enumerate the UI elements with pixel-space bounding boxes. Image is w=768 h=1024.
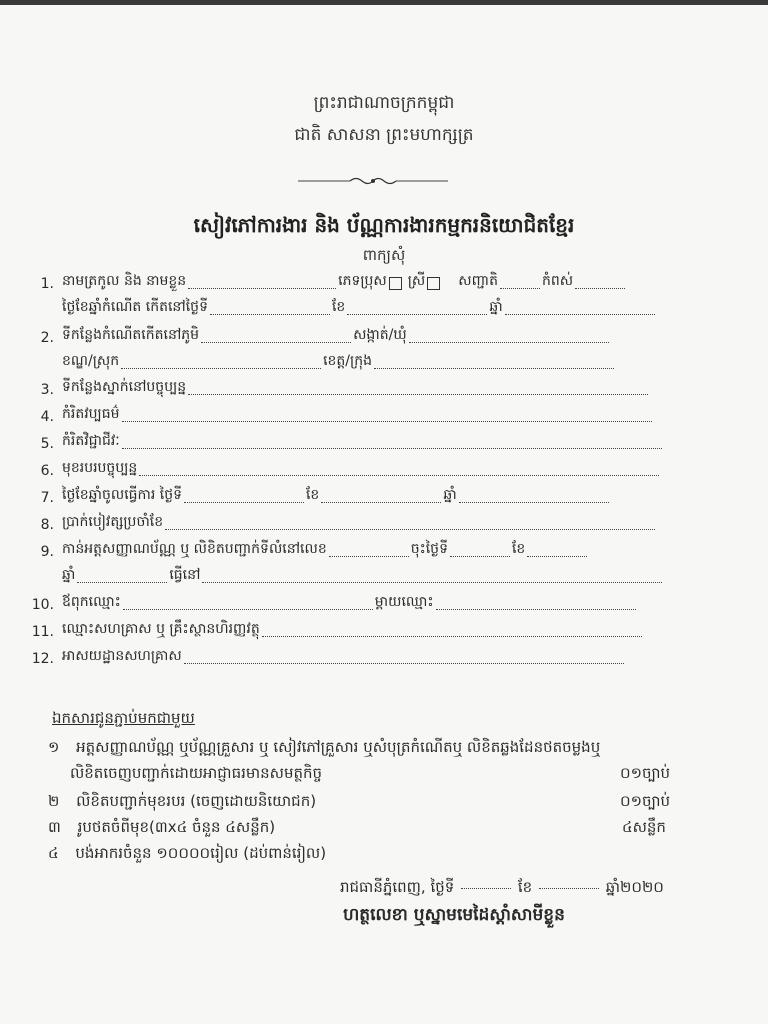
- place-label: រាជធានីភ្នំពេញ, ថ្ងៃទី: [340, 878, 455, 896]
- field-9-row: [18, 540, 589, 560]
- birthplace-village-field[interactable]: [201, 328, 351, 343]
- attachment-qty-3: ៤សន្លឹក: [622, 818, 666, 836]
- field-11-row: [18, 620, 644, 640]
- father-name-label: ឪពុកឈ្មោះ: [62, 594, 121, 610]
- field-number: 3.: [40, 382, 54, 398]
- company-name-field[interactable]: [262, 622, 642, 637]
- dob-label: ថ្ងៃខែឆ្នាំកំណើត កើតនៅថ្ងៃទី: [62, 299, 208, 315]
- start-year-label: ឆ្នាំ: [443, 487, 457, 503]
- attachment-text: បង់អាករចំនួន ១០០០០រៀល (ដប់ពាន់រៀល): [75, 844, 327, 862]
- sign-month-field[interactable]: [539, 874, 599, 889]
- dob-month-label: ខែ: [331, 299, 346, 315]
- id-month-field[interactable]: [527, 542, 587, 557]
- start-month-field[interactable]: [321, 488, 441, 503]
- field-10-row: [18, 593, 638, 613]
- id-number-field[interactable]: [329, 542, 409, 557]
- field-2b-row: [62, 352, 616, 372]
- mother-name-field[interactable]: [436, 595, 636, 610]
- field-2-row: [18, 326, 611, 346]
- vocational-label: កំរិតវិជ្ជាជីវៈ: [62, 433, 120, 449]
- id-year-label: ឆ្នាំ: [62, 567, 76, 583]
- height-field[interactable]: [575, 274, 625, 289]
- nationality-field[interactable]: [500, 274, 540, 289]
- field-number: 1.: [40, 276, 54, 292]
- start-day-field[interactable]: [184, 488, 304, 503]
- field-1b-row: [62, 298, 657, 318]
- attachment-text: អត្តសញ្ញាណប័ណ្ណ ឬប័ណ្ណគ្រួសារ ឬ សៀវភៅគ្រួសារ ឬសំបុត្រកំណើតឬ លិខិតឆ្លងដែនថតចម្លងឬ: [76, 738, 601, 756]
- start-month-label: ខែ: [305, 487, 320, 503]
- company-name-label: ឈ្មោះសហគ្រាស ឬ គ្រឹះស្ថានហិរញ្ញវត្ថុ: [62, 621, 260, 637]
- attachments-heading: ឯកសារជូនភ្ជាប់មកជាមួយ: [52, 709, 195, 727]
- occupation-label: មុខរបរបច្ចុប្បន្ន: [62, 460, 138, 476]
- company-address-label: អាសយដ្ឋានសហគ្រាស: [62, 648, 182, 664]
- father-name-field[interactable]: [123, 595, 373, 610]
- full-name-field[interactable]: [188, 274, 336, 289]
- attachment-item-3: [48, 818, 275, 840]
- field-number: 9.: [40, 544, 54, 560]
- place-date-line: [340, 874, 664, 900]
- field-number: 2.: [40, 330, 54, 346]
- id-date-field[interactable]: [450, 542, 510, 557]
- field-4-row: [18, 405, 654, 425]
- id-month-label: ខែ: [511, 541, 526, 557]
- form-title: សៀវភៅការងារ និង ប័ណ្ណការងារកម្មករនិយោជិតខ្មែរ: [193, 213, 575, 237]
- gender-female-label: ស្រី: [407, 273, 426, 289]
- height-label: កំពស់: [541, 273, 574, 289]
- field-7-row: [18, 486, 611, 506]
- province-field[interactable]: [374, 354, 614, 369]
- dob-year-label: ឆ្នាំ: [489, 299, 503, 315]
- kingdom-heading: ព្រះរាជាណាចក្រកម្ពុជា: [313, 93, 455, 113]
- id-issued-at-label: ធ្វើនៅ: [169, 567, 201, 583]
- current-address-label: ទីកន្លែងស្នាក់នៅបច្ចុប្បន្ន: [62, 379, 187, 395]
- company-address-field[interactable]: [184, 649, 624, 664]
- mother-name-label: ម្តាយឈ្មោះ: [374, 594, 434, 610]
- attachment-item-4: [48, 844, 326, 866]
- dob-day-field[interactable]: [210, 300, 330, 315]
- id-issued-at-field[interactable]: [202, 568, 662, 583]
- attachment-text: លិខិតបញ្ជាក់មុខរបរ (ចេញដោយនិយោជក): [76, 792, 317, 810]
- education-label: កំរិតវប្បធម៌: [62, 406, 120, 422]
- id-year-field[interactable]: [77, 568, 167, 583]
- male-checkbox[interactable]: [389, 277, 402, 290]
- current-address-field[interactable]: [188, 380, 648, 395]
- ornament-divider-icon: [298, 175, 448, 187]
- attachment-qty-2: ០១ច្បាប់: [620, 792, 671, 810]
- form-subtitle: ពាក្យសុំ: [362, 246, 406, 264]
- attachment-number: ៣: [48, 818, 61, 836]
- sign-year-label: ឆ្នាំ២០២០: [605, 878, 664, 896]
- attachment-qty-1: ០១ច្បាប់: [620, 764, 671, 782]
- occupation-field[interactable]: [139, 461, 659, 476]
- field-8-row: [18, 513, 657, 533]
- start-date-label: ថ្ងៃខែឆ្នាំចូលធ្វើការ ថ្ងៃទី: [62, 487, 182, 503]
- province-label: ខេត្ត/ក្រុង: [323, 353, 372, 369]
- salary-field[interactable]: [165, 515, 655, 530]
- dob-year-field[interactable]: [505, 300, 655, 315]
- field-9b-row: [62, 566, 664, 586]
- attachment-number: ១: [48, 738, 60, 756]
- attachment-item-2: [48, 792, 316, 814]
- salary-label: ប្រាក់បៀវត្សប្រចាំខែ: [62, 514, 164, 530]
- motto-heading: ជាតិ សាសនា ព្រះមហាក្សត្រ: [294, 125, 474, 145]
- signature-label: ហត្ថលេខា ឬស្នាមមេដៃស្តាំសាមីខ្លួន: [343, 905, 565, 925]
- attachment-item-1-cont: លិខិតចេញបញ្ជាក់ដោយអាជ្ញាធរមានសមត្ថកិច្ច: [70, 764, 323, 782]
- sign-month-label: ខែ: [517, 878, 533, 896]
- birthplace-label: ទីកន្លែងកំណើតកើតនៅភូមិ: [62, 327, 200, 343]
- attachment-item-1: [48, 738, 600, 760]
- id-date-label: ចុះថ្ងៃទី: [410, 541, 448, 557]
- field-number: 8.: [40, 517, 54, 533]
- vocational-field[interactable]: [122, 434, 662, 449]
- attachment-number: ៤: [48, 844, 59, 862]
- district-field[interactable]: [121, 354, 321, 369]
- district-label: ខណ្ឌ/ស្រុក: [62, 353, 120, 369]
- field-1-row: [18, 272, 627, 292]
- id-card-label: កាន់អត្តសញ្ញាណប័ណ្ណ ឬ លិខិតបញ្ជាក់ទីលំនៅលេខ: [62, 541, 327, 557]
- field-number: 10.: [31, 597, 54, 613]
- sign-day-field[interactable]: [461, 874, 511, 889]
- field-12-row: [18, 647, 626, 667]
- gender-male-label: ភេទប្រុស: [338, 273, 387, 289]
- dob-month-field[interactable]: [347, 300, 487, 315]
- field-number: 7.: [40, 490, 54, 506]
- education-field[interactable]: [122, 407, 652, 422]
- attachment-text: រូបថតចំពីមុខ(៣x៤ ចំនួន ៤សន្លឹក): [77, 818, 276, 836]
- female-checkbox[interactable]: [427, 277, 440, 290]
- field-3-row: [18, 378, 650, 398]
- full-name-label: នាមត្រកូល និង នាមខ្លួន: [62, 273, 187, 289]
- nationality-label: សញ្ជាតិ: [458, 273, 498, 289]
- field-6-row: [18, 459, 661, 479]
- attachment-number: ២: [48, 792, 60, 810]
- scan-edge: [0, 0, 768, 5]
- field-number: 12.: [31, 651, 54, 667]
- field-number: 4.: [40, 409, 54, 425]
- start-year-field[interactable]: [459, 488, 609, 503]
- field-number: 5.: [40, 436, 54, 452]
- field-number: 6.: [40, 463, 54, 479]
- field-number: 11.: [31, 624, 54, 640]
- commune-field[interactable]: [409, 328, 609, 343]
- field-5-row: [18, 432, 664, 452]
- commune-label: សង្កាត់/ឃុំ: [353, 327, 407, 343]
